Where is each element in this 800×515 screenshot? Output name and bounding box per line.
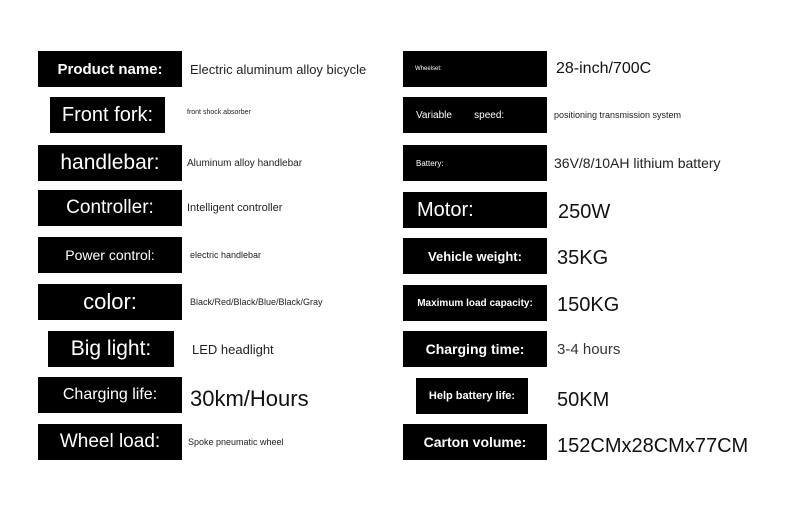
spec-value: 150KG xyxy=(557,293,620,316)
spec-value: 36V/8/10AH lithium battery xyxy=(554,155,721,171)
spec-value: Intelligent controller xyxy=(187,202,283,214)
spec-label: Wheel load: xyxy=(38,424,182,460)
spec-value: 28-inch/700C xyxy=(556,60,652,77)
spec-label: Product name: xyxy=(38,51,182,87)
spec-label: color: xyxy=(38,284,182,320)
spec-label: Front fork: xyxy=(50,97,165,133)
spec-value: Black/Red/Black/Blue/Black/Gray xyxy=(190,297,323,307)
spec-label: Charging time: xyxy=(403,331,547,367)
spec-label: Wheelset: xyxy=(403,51,547,87)
spec-value: 250W xyxy=(558,200,611,223)
spec-label: handlebar: xyxy=(38,145,182,181)
spec-label: Controller: xyxy=(38,190,182,226)
spec-label: Motor: xyxy=(403,192,547,228)
spec-value: LED headlight xyxy=(192,341,274,357)
spec-label: Charging life: xyxy=(38,377,182,413)
spec-label: Vehicle weight: xyxy=(403,238,547,274)
spec-value: front shock absorber xyxy=(187,108,251,116)
spec-label: Carton volume: xyxy=(403,424,547,460)
spec-label: Battery: xyxy=(403,145,547,181)
spec-label: Variable speed: xyxy=(403,97,547,133)
spec-value: 3-4 hours xyxy=(557,340,621,358)
spec-label: Maximum load capacity: xyxy=(403,285,547,321)
spec-value: 30km/Hours xyxy=(190,386,309,411)
spec-value: 152CMx28CMx77CM xyxy=(557,434,749,457)
spec-label: Power control: xyxy=(38,237,182,273)
spec-label: Help battery life: xyxy=(416,378,528,414)
spec-value: positioning transmission system xyxy=(554,110,682,120)
spec-value: Spoke pneumatic wheel xyxy=(188,437,284,447)
spec-value: 35KG xyxy=(557,246,609,269)
spec-value: Electric aluminum alloy bicycle xyxy=(190,61,367,77)
spec-value: Aluminum alloy handlebar xyxy=(187,157,303,169)
spec-value: electric handlebar xyxy=(190,250,262,260)
spec-label: Big light: xyxy=(48,331,174,367)
spec-value: 50KM xyxy=(557,388,610,411)
